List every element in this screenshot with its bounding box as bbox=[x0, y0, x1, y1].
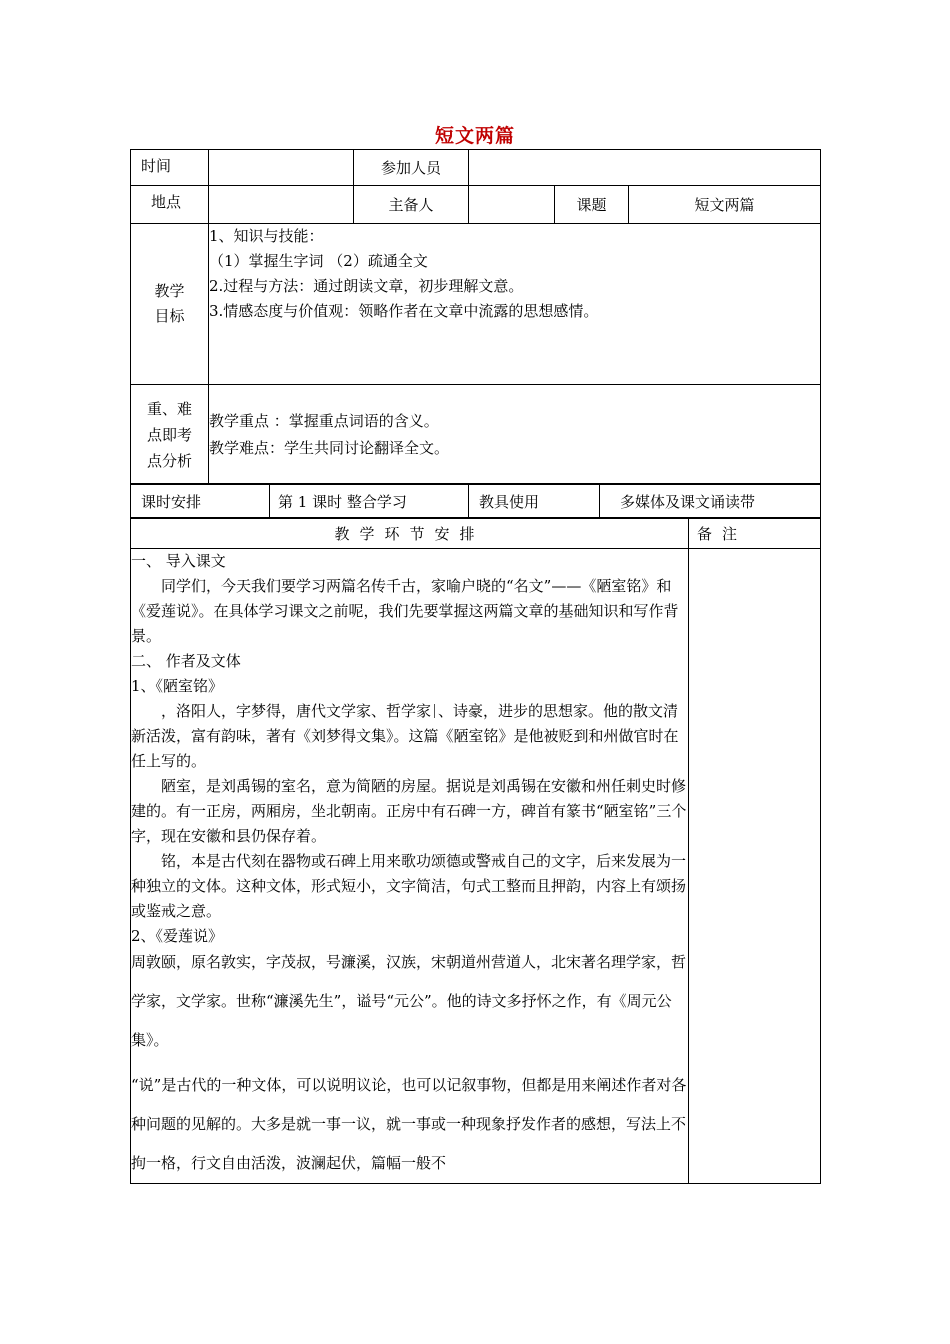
heading-loushiming: 1、《陋室铭》 bbox=[131, 677, 224, 695]
goal-line: 2.过程与方法：通过朗读文章，初步理解文意。 bbox=[209, 277, 524, 295]
paragraph-liuyuxi-part2: 、诗豪，进步的思想家。他的散文清新活泼，富有韵味，著有《刘梦得文集》。这篇《陋室铭》是他被贬到和州做官时在任上写的。 bbox=[131, 702, 679, 770]
schedule-table bbox=[130, 483, 821, 519]
participants-label: 参加人员 bbox=[354, 150, 469, 186]
text-cursor bbox=[434, 704, 435, 718]
header-table bbox=[130, 149, 821, 485]
notes-heading-text: 备注 bbox=[697, 524, 748, 543]
key-focus: 教学重点 ：掌握重点词语的含义。 bbox=[209, 411, 439, 430]
lesson-label: 课时安排 bbox=[131, 484, 270, 519]
paragraph-zhoudunyi: 周敦颐，原名敦实，字茂叔，号濂溪，汉族，宋朝道州营道人，北宋著名理学家，哲学家，文学家。世称“濂溪先生”，谥号“元公”。他的诗文多抒怀之作，有《周元公集》。 bbox=[131, 953, 687, 1049]
section-heading-text: 教学环节安排 bbox=[334, 524, 485, 543]
keypoints-label bbox=[131, 385, 209, 485]
tools-label: 教具使用 bbox=[469, 484, 600, 519]
time-value bbox=[209, 150, 354, 186]
tools-value: 多媒体及课文诵读带 bbox=[600, 484, 821, 519]
paragraph-liuyuxi-part1: ，洛阳人，字梦得，唐代文学家、哲学家 bbox=[161, 702, 432, 720]
paragraph-loushi: 陋室，是刘禹锡的室名，意为简陋的房屋。据说是刘禹锡在安徽和州任刺史时修建的。有一正房，两厢房，坐北朝南。正房中有石碑一方，碑首有篆书“陋室铭”三个字，现在安徽和县仍保存着。 bbox=[131, 777, 687, 845]
time-label: 时间 bbox=[131, 150, 209, 186]
goals-label bbox=[131, 224, 209, 385]
participants-value bbox=[469, 150, 821, 186]
keypoints-label-line: 点即考 bbox=[146, 425, 192, 444]
keypoints-label-line: 重、难 bbox=[146, 399, 192, 418]
goal-line: 1、知识与技能： bbox=[209, 227, 324, 245]
host-value bbox=[469, 186, 555, 224]
place-label: 地点 bbox=[131, 186, 209, 224]
heading-author: 二、 作者及文体 bbox=[131, 652, 241, 670]
topic-value: 短文两篇 bbox=[629, 186, 821, 224]
key-difficulty: 教学难点：学生共同讨论翻译全文。 bbox=[209, 438, 450, 457]
host-label: 主备人 bbox=[354, 186, 469, 224]
paragraph-intro: 同学们，今天我们要学习两篇名传千古，家喻户晓的“名文”——《陋室铭》和《爱莲说》。在具体学习课文之前呢，我们先要掌握这两篇文章的基础知识和写作背景。 bbox=[131, 577, 679, 645]
goals-label-line: 目标 bbox=[154, 307, 185, 325]
paragraph-shuo: “说”是古代的一种文体，可以说明议论，也可以记叙事物，但都是用来阐述作者对各种问题的见解的。大多是就一事一议，就一事或一种现象抒发作者的感想，写法上不拘一格，行文自由活泼，波澜起伏，篇幅一般不 bbox=[131, 1076, 687, 1172]
section-heading bbox=[131, 518, 689, 549]
heading-ailianshuo: 2、《爱莲说》 bbox=[131, 927, 224, 945]
keypoints-label-line: 点分析 bbox=[146, 451, 192, 470]
lesson-body bbox=[131, 549, 689, 1184]
place-value bbox=[209, 186, 354, 224]
goals-content bbox=[209, 224, 821, 385]
topic-label: 课题 bbox=[555, 186, 629, 224]
goal-line: 3.情感态度与价值观：领略作者在文章中流露的思想感情。 bbox=[209, 302, 599, 320]
notes-heading bbox=[689, 518, 821, 549]
goal-line: （1）掌握生字词 （2）疏通全文 bbox=[209, 252, 428, 270]
goals-label-line: 教学 bbox=[154, 282, 185, 300]
lesson-value: 第 1 课时 整合学习 bbox=[270, 484, 469, 519]
paragraph-liuyuxi bbox=[131, 699, 688, 774]
keypoints-content bbox=[209, 385, 821, 485]
teaching-table bbox=[130, 517, 821, 1184]
paragraph-ming: 铭，本是古代刻在器物或石碑上用来歌功颂德或警戒自己的文字，后来发展为一种独立的文体。这种文体，形式短小，文字简洁，句式工整而且押韵，内容上有颂扬或鉴戒之意。 bbox=[131, 852, 687, 920]
heading-intro: 一、 导入课文 bbox=[131, 552, 226, 570]
page-title: 短文两篇 bbox=[434, 125, 515, 147]
notes-column bbox=[689, 549, 821, 1184]
